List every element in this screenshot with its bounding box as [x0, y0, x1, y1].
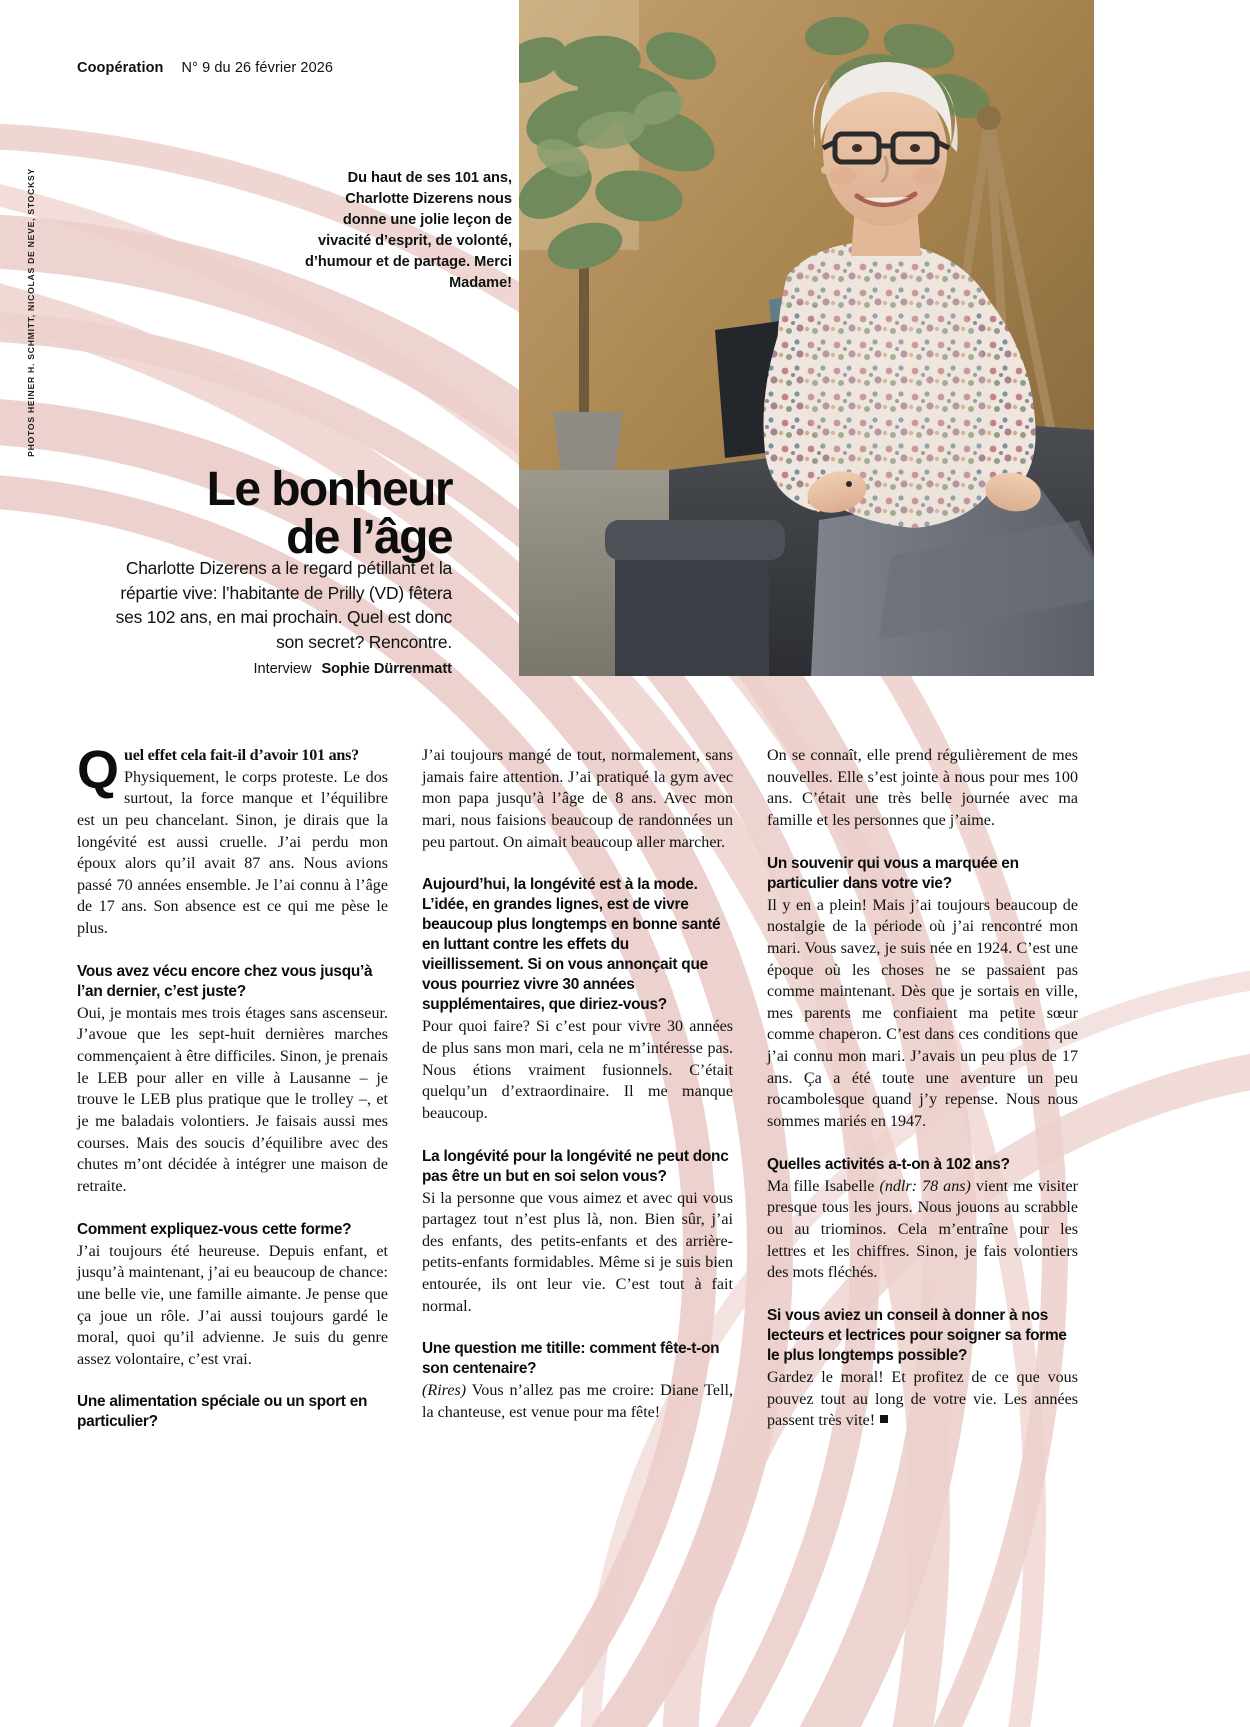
question-5: Aujourd’hui, la longévité est à la mode. L’idée, en grandes lignes, est de vivre beaucoup plus longtemps en bonne santé en luttant contre les effets du vieillissement. Si on vous annonçait que vous pourriez vivre 30 années supplémentaires, que diriez-vous? — [422, 876, 721, 1014]
byline-author: Sophie Dürrenmatt — [321, 661, 452, 677]
spacer — [77, 1198, 388, 1220]
article-column-2 — [422, 745, 733, 1433]
spacer — [767, 1284, 1078, 1306]
lead-question-block — [77, 740, 388, 800]
issue-info: N° 9 du 26 février 2026 — [181, 60, 334, 76]
standfirst: Charlotte Dizerens a le regard pétillant et la répartie vive: l’habitante de Prilly (VD) fêtera ses 102 ans, en mai prochain. Quel est donc son secret? Rencontre. — [115, 558, 452, 653]
answer-9-editor-note: (ndlr: 78 ans) — [879, 1177, 971, 1195]
answer-5: Pour quoi faire? Si c’est pour vivre 30 années de plus sans mon mari, cela ne m’intéresse pas. Nous étions vraiment fusionnels. C’était quelqu’un d’extraordinaire. Il me manque beaucoup. — [422, 1018, 733, 1122]
answer-2: Oui, je montais mes trois étages sans ascenseur. J’avoue que les sept-huit dernières marches commençaient à être difficiles. Sinon, je prenais le LEB pour aller en ville à Lausanne – je trouve le LEB plus pratique que le trolley –, et je me baladais volontiers. Je faisais aussi mes courses. Mais des soucis d’équilibre avec des chutes m’ont décidée à intégrer une maison de retraite. — [77, 1004, 388, 1195]
question-4: Une alimentation spéciale ou un sport en particulier? — [77, 1393, 368, 1431]
drop-cap: Q — [77, 740, 120, 800]
question-3: Comment expliquez-vous cette forme? — [77, 1220, 352, 1238]
photo-caption: Du haut de ses 101 ans, Charlotte Dizerens nous donne une jolie leçon de vivacité d’esprit, de volonté, d’humour et de partage. Merci Madame! — [305, 170, 512, 291]
answer-10 — [767, 1367, 1078, 1432]
answer-9-post: vient me visiter presque tous les jours. Nous jouons au scrabble ou au triominos. Cela m’entraîne pour les lettres et les chiffres. Sinon, je fais volontiers des mots fléchés. — [767, 1177, 1079, 1282]
byline — [112, 661, 452, 677]
spacer — [422, 1125, 733, 1147]
answer-8: Il y en a plein! Mais j’ai toujours beaucoup de nostalgie de la période où j’ai rencontré mon mari. Vous savez, je suis née en 1924. C’est une époque où les choses ne se passaient pas comme maintenant. Dès que je sortais en ville, mes parents me confiaient ma petite sœur comme chaperon. C’est dans ces conditions que j’ai connu mon mari. J’avais un peu plus de 17 ans. Ça a été toute une aventure un peu rocambolesque quand j’y repense. Nous nous sommes mariés en 1947. — [767, 896, 1078, 1130]
end-of-article-marker — [880, 1415, 888, 1423]
masthead — [77, 60, 333, 76]
spacer — [767, 1133, 1078, 1155]
question-10: Si vous aviez un conseil à donner à nos lecteurs et lectrices pour soigner sa forme le plus longtemps possible? — [767, 1306, 1067, 1364]
article-column-1 — [77, 740, 388, 1433]
article-column-3 — [767, 745, 1078, 1433]
article-body — [77, 740, 1080, 1433]
question-8: Un souvenir qui vous a marquée en particulier dans votre vie? — [767, 854, 1019, 892]
hero-photo — [519, 0, 1094, 676]
spacer — [77, 1370, 388, 1392]
answer-7-stage-direction: (Rires) — [422, 1382, 467, 1400]
answer-7-text: Vous n’allez pas me croire: Diane Tell, la chanteuse, est venue pour ma fête! — [422, 1382, 733, 1422]
question-2: Vous avez vécu encore chez vous jusqu’à l’an dernier, c’est juste? — [77, 962, 373, 1000]
answer-9 — [767, 1176, 1078, 1284]
answer-9-pre: Ma fille Isabelle — [767, 1177, 880, 1195]
answer-7-continued: On se connaît, elle prend régulièrement de mes nouvelles. Elle s’est jointe à nous pour mes 100 ans. C’était une très belle journée avec ma famille et les personnes que j’aime. — [767, 747, 1078, 829]
publication-name: Coopération — [77, 60, 164, 76]
byline-label: Interview — [253, 661, 312, 677]
question-6: La longévité pour la longévité ne peut donc pas être un but en soi selon vous? — [422, 1147, 729, 1185]
headline-line-2: de l’âge — [286, 510, 452, 564]
spacer — [77, 940, 388, 962]
answer-6: Si la personne que vous aimez et avec qui vous partagez tout n’est plus là, non. Bien sûr, j’ai des enfants, des petits-enfants et des arrière-petits-enfants formidables. Même si je suis bien entourée, ils ont leur vie. C’est tout à fait normal. — [422, 1189, 733, 1315]
question-7: Une question me titille: comment fête-t-on son centenaire? — [422, 1340, 720, 1378]
answer-10-text: Gardez le moral! Et profitez de ce que vous pouvez tout au long de votre vie. Les années passent très vite! — [767, 1368, 1078, 1430]
answer-1: Physiquement, le corps proteste. Le dos surtout, la force manque et l’équilibre est un peu chancelant. Sinon, je dirais que la longévité est aussi cruelle. J’ai perdu mon époux alors qu’il avait 87 ans. Nous avions passé 70 années ensemble. Je l’ai connu à l’âge de 17 ans. Son absence est ce qui me pèse le plus. — [77, 768, 388, 938]
headline-line-1: Le bonheur — [206, 463, 452, 517]
page-title — [112, 463, 452, 564]
question-9: Quelles activités a-t-on à 102 ans? — [767, 1155, 1010, 1173]
answer-7 — [422, 1380, 733, 1423]
photo-credit: PHOTOS HEINER H. SCHMITT, NICOLAS DE NEVE, STOCKSY — [26, 168, 36, 457]
spacer — [767, 832, 1078, 854]
answer-4: J’ai toujours mangé de tout, normalement, sans jamais faire attention. J’ai pratiqué la gym avec mon papa jusqu’à l’âge de 8 ans. Avec mon mari, nous faisions beaucoup de randonnées un peu partout. On aimait beaucoup aller marcher. — [422, 747, 733, 851]
spacer — [422, 853, 733, 875]
question-1: uel effet cela fait-il d’avoir 101 ans? — [124, 747, 359, 764]
answer-3: J’ai toujours été heureuse. Depuis enfant, et jusqu’à maintenant, j’ai eu beaucoup de chance: une belle vie, une famille aimante. Je pense que ça joue un rôle. J’ai aussi toujours gardé le moral, quoi qu’il advienne. Je suis du genre assez volontaire, c’est vrai. — [77, 1242, 388, 1368]
spacer — [422, 1317, 733, 1339]
